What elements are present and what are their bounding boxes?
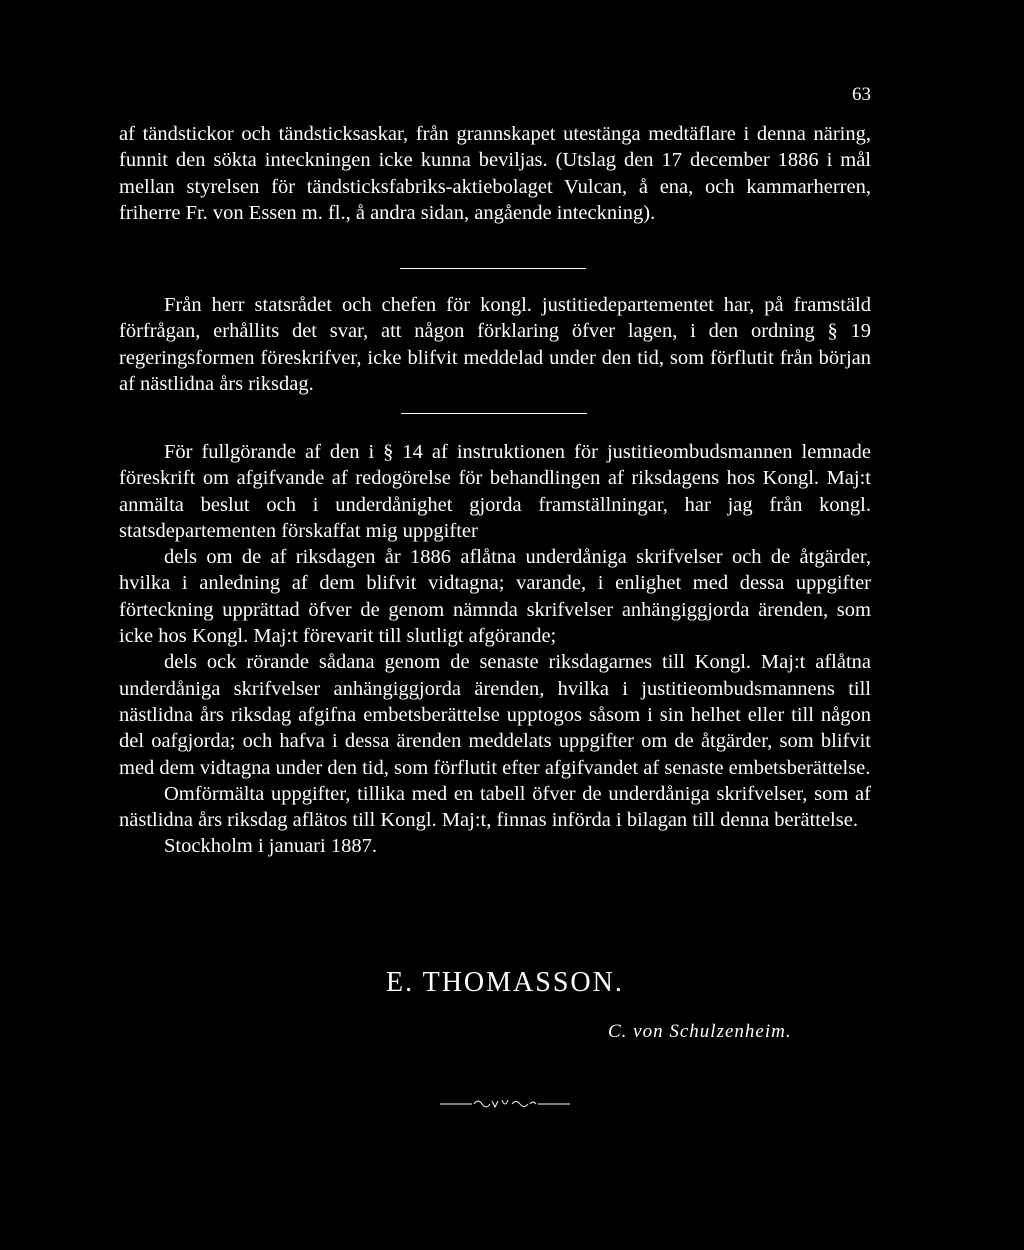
intro-paragraph: af tändstickor och tändsticksaskar, från grannskapet utestänga medtäflare i denna näring, funnit den sökta inteckningen icke kunna beviljas. (Utslag den 17 december 1886 i mål mellan styrelsen för tändsticksfabriks-aktiebolaget Vulcan, å ena, och kammarherren, friherre Fr. von Essen m. fl., å andra sidan, angående inteckning). bbox=[119, 123, 871, 224]
fullgorande-paragraph: För fullgörande af den i § 14 af instruktionen för justitieombudsmannen lemnade föreskrift om afgifvande af redogörelse för behandlingen af riksdagens hos Kongl. Maj:t anmälta beslut och i underdånighet gjorda framställningar, har jag från kongl. statsdepartementen förskaffat mig uppgifter bbox=[119, 441, 871, 542]
section-divider-2 bbox=[401, 413, 587, 414]
end-ornament-icon bbox=[440, 1097, 570, 1111]
omformalta-paragraph: Omförmälta uppgifter, tillika med en tabell öfver de underdåniga skrifvelser, som af nästlidna års riksdag aflätos till Kongl. Maj:t, finnas införda i bilagan till denna berättelse. bbox=[119, 782, 871, 832]
dels-ock-paragraph: dels ock rörande sådana genom de senaste riksdagarnes till Kongl. Maj:t aflåtna underdåniga skrifvelser anhängiggjorda ärenden, hvilka i justitieombudsmannens till nästlidna års riksdag afgifna embetsberättelse upptogos såsom i sin helhet eller till någon del oafgjorda; och hafva i dessa ärenden meddelats uppgifter om de åtgärder, som blifvit med dem vidtagna under den tid, som förflutit efter afgifvandet af senaste embetsberättelse. bbox=[119, 651, 871, 779]
statsradet-section bbox=[119, 292, 871, 397]
dels-om-paragraph: dels om de af riksdagen år 1886 aflåtna underdåniga skrifvelser och de åtgärder, hvilka i anledning af dem blifvit vidtagna; varande, i enlighet med dessa uppgifter förteckning upprättad öfver de genom nämnda skrifvelser anhängiggjorda ärenden, som icke hos Kongl. Maj:t förevarit till slutligt afgörande; bbox=[119, 546, 871, 648]
page-number: 63 bbox=[852, 84, 871, 105]
countersignature: C. von Schulzenheim. bbox=[608, 1021, 792, 1042]
fullgorande-section bbox=[119, 439, 871, 860]
section-divider-1 bbox=[400, 268, 586, 269]
signature-name: E. THOMASSON. bbox=[386, 967, 624, 998]
statsradet-paragraph: Från herr statsrådet och chefen för kongl. justitiedepartementet har, på framstäld förfrågan, erhållits det svar, att någon förklaring öfver lagen, i den ordning § 19 regeringsformen föreskrifver, icke blifvit meddelad under den tid, som förflutit från början af nästlidna års riksdag. bbox=[119, 294, 871, 395]
intro-section bbox=[119, 121, 871, 226]
place-date: Stockholm i januari 1887. bbox=[164, 835, 377, 858]
